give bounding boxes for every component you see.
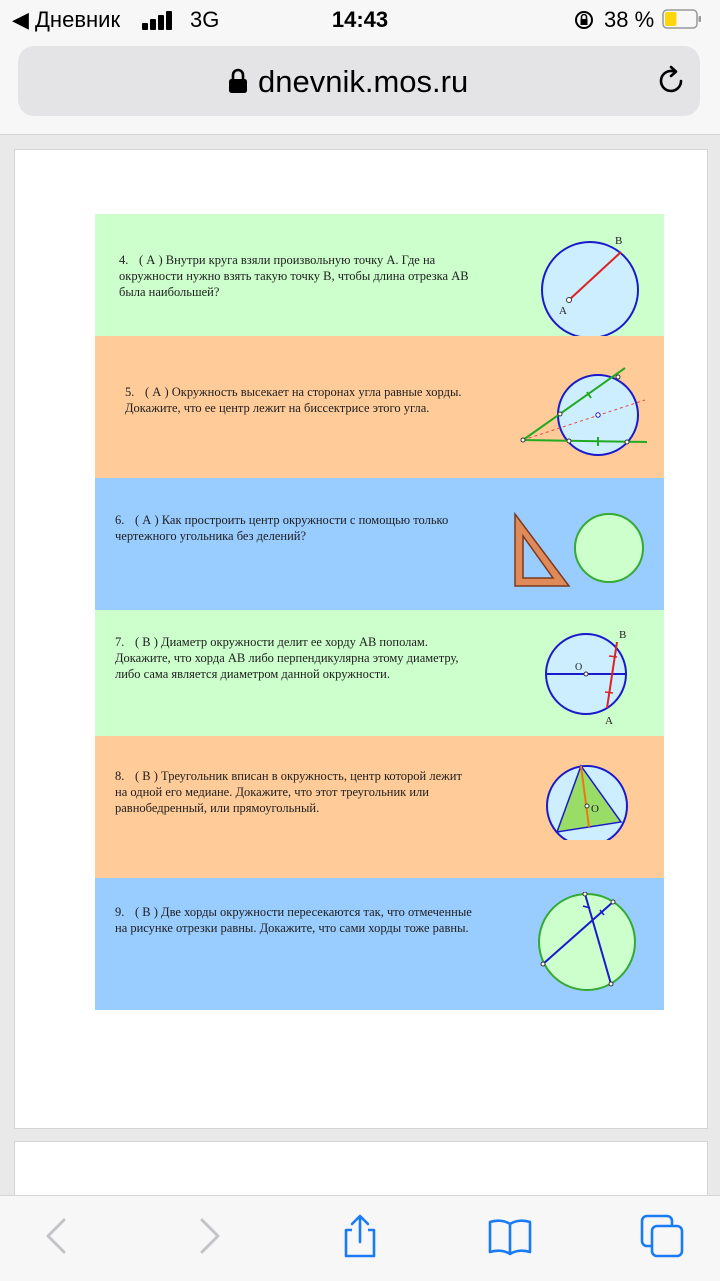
- problem-text: ( В ) Две хорды окружности пересекаются так, что отмеченные на рисунке отрезки равны. Докажите, что сами хорды тоже равны.: [115, 905, 472, 935]
- point-label-b: B: [615, 235, 623, 247]
- point-label-a: A: [605, 715, 613, 727]
- tabs-icon[interactable]: [640, 1214, 684, 1258]
- browser-toolbar: [0, 1195, 720, 1281]
- network-type: 3G: [190, 7, 220, 32]
- point-label-o: O: [575, 662, 583, 673]
- book-icon[interactable]: [488, 1214, 532, 1258]
- back-to-app-link[interactable]: ◀ Дневник: [12, 7, 121, 32]
- status-bar: [0, 0, 720, 40]
- point-label-a: A: [559, 305, 567, 317]
- battery-icon: [662, 9, 702, 29]
- document-card: [14, 149, 708, 1129]
- orientation-lock-icon: [574, 10, 594, 30]
- angle-circle-figure: [515, 358, 655, 458]
- problem-number: 9.: [115, 905, 125, 919]
- battery-percent: 38 %: [604, 7, 655, 32]
- page-content[interactable]: [0, 135, 720, 1195]
- problem-9: [95, 878, 664, 1010]
- problem-number: 4.: [119, 253, 129, 267]
- inscribed-triangle-figure: [541, 760, 641, 840]
- intersecting-chords-figure: [535, 892, 639, 994]
- lock-icon: [228, 68, 248, 94]
- problem-number: 6.: [115, 513, 125, 527]
- chevron-left-icon[interactable]: [36, 1214, 80, 1258]
- browser-header: [0, 40, 720, 135]
- problem-text: ( А ) Окружность высекает на сторонах угла равные хорды. Докажите, что ее центр лежит на биссектрисе этого угла.: [125, 385, 462, 415]
- problem-number: 7.: [115, 635, 125, 649]
- problem-text: ( А ) Как простроить центр окружности с помощью только чертежного угольника без делений?: [115, 513, 449, 543]
- circle-chord-figure: [535, 232, 645, 338]
- worksheet-image: [95, 214, 664, 1010]
- problem-text: ( В ) Диаметр окружности делит ее хорду АВ пополам. Докажите, что хорда АВ либо перпендикулярна этому диаметру, либо сама является диаметром данной окружности.: [115, 635, 459, 681]
- point-label-o: O: [591, 803, 599, 815]
- problem-6: [95, 478, 664, 610]
- problem-text: ( А ) Внутри круга взяли произвольную точку А. Где на окружности нужно взять такую точку В, чтобы длина отрезка АВ была наибольшей?: [119, 253, 469, 299]
- problem-number: 8.: [115, 769, 125, 783]
- share-icon[interactable]: [338, 1214, 382, 1258]
- set-square-figure: [511, 510, 651, 590]
- url-text[interactable]: dnevnik.mos.ru: [258, 64, 469, 99]
- problem-4: [95, 214, 664, 336]
- problem-7: [95, 610, 664, 736]
- problem-5: [95, 336, 664, 478]
- diameter-chord-figure: [541, 626, 641, 730]
- problem-text: ( В ) Треугольник вписан в окружность, центр которой лежит на одной его медиане. Докажите, что этот треугольник или равнобедренный, или прямоугольный.: [115, 769, 462, 815]
- address-bar[interactable]: [18, 46, 700, 116]
- problem-number: 5.: [125, 385, 135, 399]
- chevron-right-icon[interactable]: [186, 1214, 230, 1258]
- point-label-b: B: [619, 629, 627, 641]
- problem-8: [95, 736, 664, 878]
- clock: 14:43: [331, 7, 389, 32]
- reload-icon[interactable]: [654, 64, 688, 98]
